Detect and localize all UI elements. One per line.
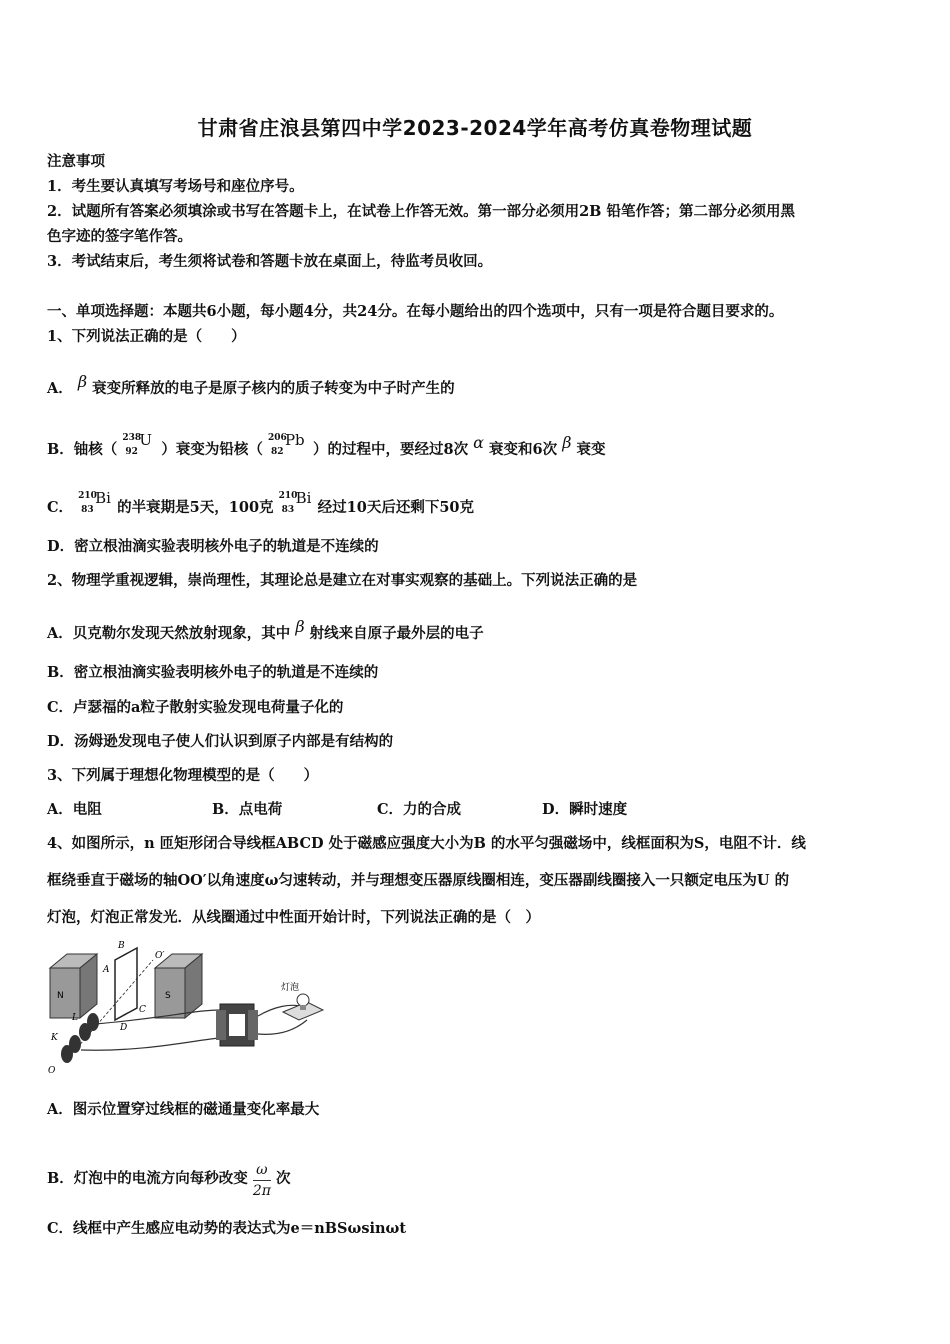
fraction-denominator: 2π xyxy=(252,1183,271,1199)
q2-option-a xyxy=(47,617,484,644)
lamp-icon xyxy=(281,981,323,1020)
s-label: S xyxy=(165,991,171,1001)
option-text: 次 xyxy=(276,1170,291,1187)
omega-over-2pi-fraction xyxy=(253,1160,271,1201)
label-d: D xyxy=(120,1023,128,1033)
q2-option-d: D．汤姆逊发现电子使人们认识到原子内部是有结构的 xyxy=(47,733,394,750)
label-c: C xyxy=(139,1005,146,1015)
option-text: A．贝克勒尔发现天然放射现象，其中 xyxy=(47,625,291,642)
mass-number: 210 xyxy=(78,491,97,501)
q1-option-b xyxy=(47,432,606,460)
label-k: K xyxy=(51,1033,58,1043)
q4-stem-line-2: 框绕垂直于磁场的轴OO′以角速度ω匀速转动，并与理想变压器原线圈相连，变压器副线圈接入一只额定电压为U 的 xyxy=(47,872,790,889)
slip-rings xyxy=(48,1013,99,1075)
bismuth-nuclide xyxy=(78,490,112,516)
option-text: 的半衰期是5天，100克 xyxy=(117,499,274,516)
option-text: B．灯泡中的电流方向每秒改变 xyxy=(47,1170,248,1187)
q4-stem-line-1: 4、如图所示，n 匝矩形闭合导线框ABCD 处于磁感应强度大小为B 的水平匀强磁场中，线框面积为S，电阻不计．线 xyxy=(47,835,806,852)
q1-stem: 1、下列说法正确的是（ ） xyxy=(47,328,246,345)
option-text: ）衰变为铅核（ xyxy=(161,441,263,458)
wire-lamp-2 xyxy=(258,1020,307,1034)
q4-option-b xyxy=(47,1160,291,1201)
label-o-prime: O′ xyxy=(155,951,165,961)
atomic-number: 82 xyxy=(270,447,284,457)
alpha-symbol: α xyxy=(473,433,484,452)
q2-option-c: C．卢瑟福的a粒子散射实验发现电荷量子化的 xyxy=(47,699,344,716)
label-a: A xyxy=(103,965,110,975)
section-heading: 一、单项选择题：本题共6小题，每小题4分，共24分。在每小题给出的四个选项中，只有一项是符合题目要求的。 xyxy=(47,303,784,320)
element-symbol: Pb xyxy=(284,431,305,449)
notice-item-2: 2．试题所有答案必须填涂或书写在答题卡上，在试卷上作答无效。第一部分必须用2B 铅笔作答；第二部分必须用黑 xyxy=(47,203,795,220)
atomic-number: 92 xyxy=(125,447,138,457)
beta-symbol: β xyxy=(77,372,88,391)
s-magnet xyxy=(155,954,202,1018)
q3-options xyxy=(47,800,707,820)
option-text: 衰变所释放的电子是原子核内的质子转变为中子时产生的 xyxy=(92,380,455,397)
n-label: N xyxy=(57,991,64,1001)
notice-item-1: 1．考生要认真填写考场号和座位序号。 xyxy=(47,178,304,195)
label-o: O xyxy=(48,1066,56,1075)
q3-option-c: C．力的合成 xyxy=(377,801,462,818)
mass-number: 238 xyxy=(122,433,142,443)
atomic-number: 83 xyxy=(281,505,295,515)
beta-symbol: β xyxy=(562,433,572,452)
q1-option-a xyxy=(47,372,455,399)
lamp-label: 灯泡 xyxy=(281,983,300,993)
notice-item-3: 3．考试结束后，考生须将试卷和答题卡放在桌面上，待监考员收回。 xyxy=(47,253,493,270)
q2-option-b: B．密立根油滴实验表明核外电子的轨道是不连续的 xyxy=(47,664,379,681)
n-magnet xyxy=(50,954,97,1018)
page-title: 甘肃省庄浪县第四中学2023-2024学年高考仿真卷物理试题 xyxy=(197,116,753,140)
element-symbol: Bi xyxy=(95,489,111,507)
q1-option-d: D．密立根油滴实验表明核外电子的轨道是不连续的 xyxy=(47,538,379,555)
q3-option-a: A．电阻 xyxy=(47,801,102,818)
mass-number: 210 xyxy=(278,491,298,501)
notice-item-2-cont: 色字迹的签字笔作答。 xyxy=(47,228,192,245)
beta-symbol: β xyxy=(295,617,305,636)
q2-stem: 2、物理学重视逻辑，崇尚理性，其理论总是建立在对事实观察的基础上。下列说法正确的是 xyxy=(47,572,638,589)
label-b: B xyxy=(118,941,125,951)
transformer xyxy=(216,1004,258,1046)
wire-bottom xyxy=(81,1038,220,1050)
q4-option-a: A．图示位置穿过线框的磁通量变化率最大 xyxy=(47,1101,320,1118)
lead-nuclide xyxy=(268,432,308,458)
q1-option-c xyxy=(47,490,474,518)
generator-transformer-figure xyxy=(45,940,325,1075)
element-symbol: U xyxy=(139,431,152,449)
option-text: 衰变和6次 xyxy=(489,441,558,458)
q3-stem: 3、下列属于理想化物理模型的是（ ） xyxy=(47,767,319,784)
q4-stem-line-3: 灯泡，灯泡正常发光．从线圈通过中性面开始计时，下列说法正确的是（ ） xyxy=(47,909,540,926)
atomic-number: 83 xyxy=(81,505,94,515)
q3-option-d: D．瞬时速度 xyxy=(542,801,628,818)
element-symbol: Bi xyxy=(295,489,312,507)
q4-option-c: C．线框中产生感应电动势的表达式为e＝nBSωsinωt xyxy=(47,1220,407,1237)
option-text: 射线来自原子最外层的电子 xyxy=(309,625,484,642)
fraction-numerator: ω xyxy=(253,1160,271,1181)
q3-option-b: B．点电荷 xyxy=(212,801,283,818)
option-text: 经过10天后还剩下50克 xyxy=(317,499,475,516)
mass-number: 206 xyxy=(267,433,287,443)
option-label: A． xyxy=(47,380,73,397)
option-text: 衰变 xyxy=(576,441,606,458)
label-l: L xyxy=(72,1013,78,1023)
bismuth-nuclide xyxy=(279,490,313,516)
uranium-nuclide xyxy=(122,432,156,458)
notice-heading: 注意事项 xyxy=(47,153,105,170)
option-text: B．铀核（ xyxy=(47,441,118,458)
option-text: ）的过程中，要经过8次 xyxy=(313,441,469,458)
option-label: C． xyxy=(47,499,74,516)
